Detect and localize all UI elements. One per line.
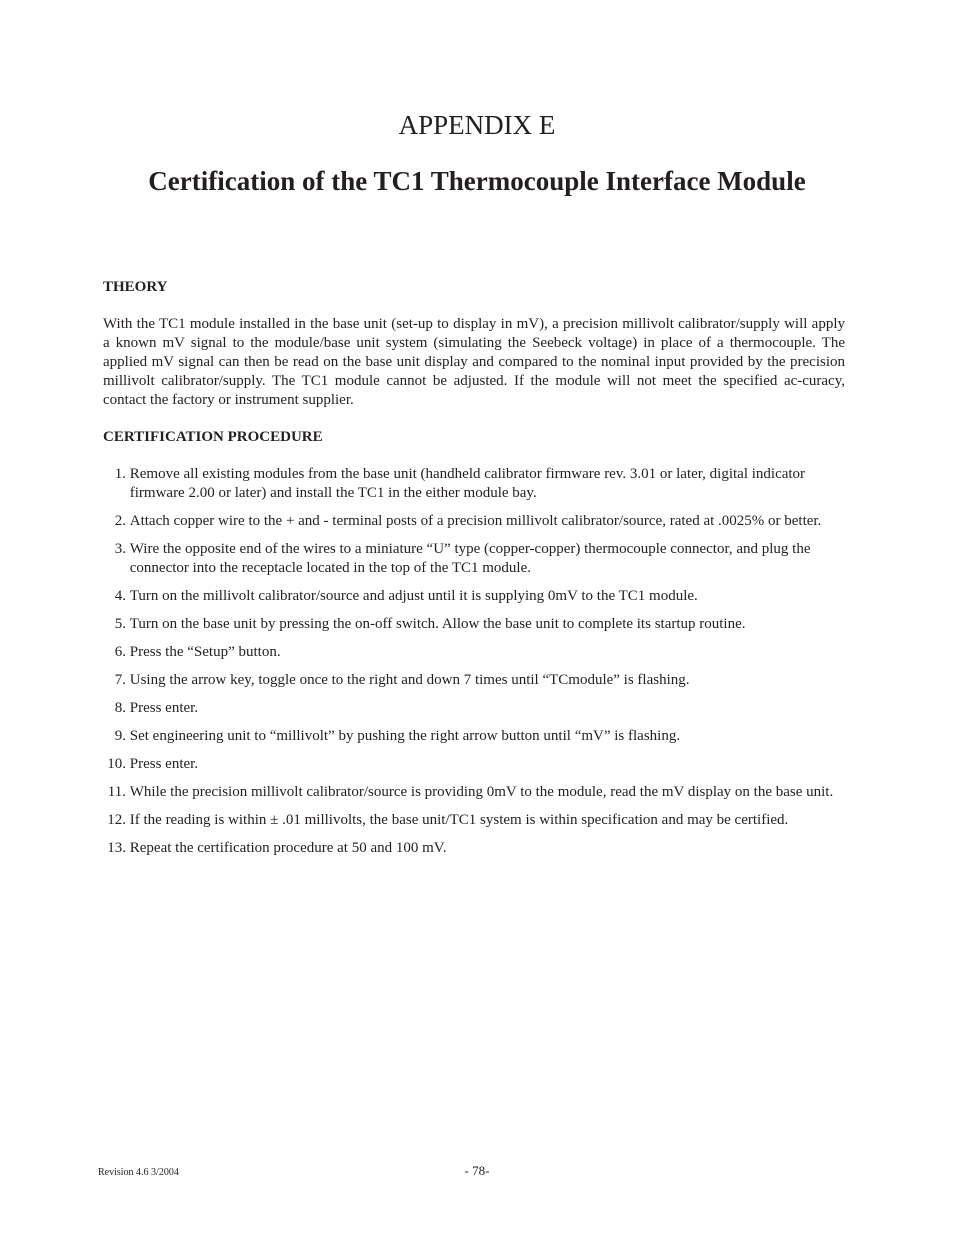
procedure-step (103, 615, 848, 634)
step-number: 5. (114, 616, 126, 632)
step-number: 13. (107, 840, 126, 856)
document-title: Certification of the TC1 Thermocouple Interface Module (148, 166, 806, 196)
step-text: While the precision millivolt calibrator/source is providing 0mV to the module, read the mV display on the base unit. (129, 784, 834, 800)
procedure-step (103, 540, 848, 578)
step-text: Turn on the base unit by pressing the on-off switch. Allow the base unit to complete its startup routine. (129, 616, 746, 632)
step-number: 2. (114, 513, 126, 529)
theory-paragraph: With the TC1 module installed in the base unit (set-up to display in mV), a precision millivolt calibrator/supply will apply a known mV signal to the module/base unit system (simulating the Seebeck voltage) in place of a thermocouple. The applied mV signal can then be read on the base unit display and compared to the nominal input provided by the precision millivolt calibrator/supply. The TC1 module cannot be adjusted. If the module will not meet the specified ac-curacy, contact the factory or instrument supplier. (103, 316, 845, 408)
step-number: 6. (114, 644, 126, 660)
step-text: Set engineering unit to “millivolt” by pushing the right arrow button until “mV” is flashing. (129, 728, 681, 744)
step-number: 8. (114, 700, 126, 716)
procedure-step-list (103, 465, 848, 867)
certification-procedure-heading: CERTIFICATION PROCEDURE (103, 429, 323, 445)
procedure-step (103, 671, 848, 690)
step-number: 1. (114, 466, 126, 482)
step-text: Attach copper wire to the + and - terminal posts of a precision millivolt calibrator/source, rated at .0025% or better. (129, 513, 822, 529)
appendix-title: APPENDIX E (398, 110, 556, 140)
procedure-step (103, 699, 848, 718)
procedure-step (103, 755, 848, 774)
procedure-step (103, 465, 848, 503)
footer-page-number: - 78- (464, 1163, 490, 1178)
step-number: 11. (107, 784, 126, 800)
procedure-step (103, 839, 848, 858)
step-number: 4. (114, 588, 126, 604)
step-number: 12. (107, 812, 126, 828)
footer-revision: Revision 4.6 3/2004 (98, 1167, 179, 1178)
step-text: Using the arrow key, toggle once to the right and down 7 times until “TCmodule” is flashing. (129, 672, 690, 688)
theory-heading: THEORY (103, 279, 168, 295)
step-number: 7. (114, 672, 126, 688)
procedure-step (103, 587, 848, 606)
step-number: 10. (107, 756, 126, 772)
step-text: Turn on the millivolt calibrator/source and adjust until it is supplying 0mV to the TC1 module. (129, 588, 698, 604)
step-number: 9. (114, 728, 126, 744)
procedure-step (103, 727, 848, 746)
procedure-step (103, 811, 848, 830)
step-text: Press enter. (129, 756, 199, 772)
procedure-step (103, 643, 848, 662)
procedure-step (103, 512, 848, 531)
step-text: Remove all existing modules from the base unit (handheld calibrator firmware rev. 3.01 or later, digital indicator firmware 2.00 or later) and install the TC1 in the either module bay. (129, 466, 806, 501)
step-text: Wire the opposite end of the wires to a miniature “U” type (copper-copper) thermocouple connector, and plug the connector into the receptacle located in the top of the TC1 module. (129, 541, 811, 576)
step-text: Repeat the certification procedure at 50 and 100 mV. (129, 840, 447, 856)
step-text: If the reading is within ± .01 millivolts, the base unit/TC1 system is within specification and may be certified. (129, 812, 789, 828)
step-number: 3. (114, 541, 126, 557)
step-text: Press the “Setup” button. (129, 644, 281, 660)
step-text: Press enter. (129, 700, 199, 716)
procedure-step (103, 783, 848, 802)
